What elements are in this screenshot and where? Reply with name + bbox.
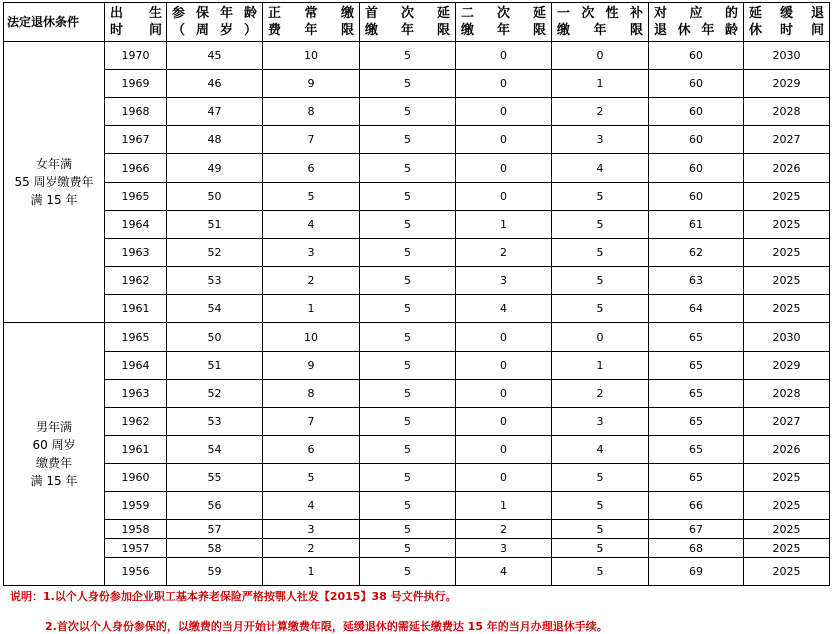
cell-normal: 8: [263, 380, 360, 408]
group-condition-line: 满 15 年: [30, 193, 78, 207]
cell-retire: 60: [649, 183, 744, 211]
cell-birth: 1959: [105, 492, 167, 520]
cell-lump: 4: [552, 436, 649, 464]
cell-retire: 65: [649, 323, 744, 352]
cell-birth: 1965: [105, 183, 167, 211]
cell-delay: 2030: [744, 42, 830, 70]
cell-birth: 1962: [105, 408, 167, 436]
cell-normal: 9: [263, 352, 360, 380]
cell-lump: 2: [552, 380, 649, 408]
cell-first: 5: [360, 323, 456, 352]
cell-first: 5: [360, 267, 456, 295]
cell-birth: 1962: [105, 267, 167, 295]
cell-normal: 9: [263, 70, 360, 98]
cell-retire: 66: [649, 492, 744, 520]
cell-delay: 2025: [744, 558, 830, 586]
cell-normal: 10: [263, 323, 360, 352]
cell-lump: 3: [552, 408, 649, 436]
cell-delay: 2028: [744, 380, 830, 408]
cell-age: 52: [167, 380, 263, 408]
cell-retire: 63: [649, 267, 744, 295]
cell-second: 0: [456, 98, 552, 126]
cell-lump: 5: [552, 520, 649, 539]
cell-age: 54: [167, 295, 263, 323]
cell-retire: 65: [649, 408, 744, 436]
cell-first: 5: [360, 492, 456, 520]
group-condition-label: [4, 42, 105, 323]
group-condition-line: 55 周岁缴费年: [14, 175, 94, 189]
cell-normal: 3: [263, 520, 360, 539]
cell-delay: 2025: [744, 492, 830, 520]
cell-birth: 1956: [105, 558, 167, 586]
cell-delay: 2026: [744, 154, 830, 183]
cell-normal: 5: [263, 183, 360, 211]
cell-second: 0: [456, 436, 552, 464]
cell-second: 0: [456, 408, 552, 436]
cell-first: 5: [360, 558, 456, 586]
cell-retire: 60: [649, 154, 744, 183]
group-condition-line: 缴费年: [35, 456, 72, 470]
cell-lump: 5: [552, 492, 649, 520]
cell-age: 50: [167, 183, 263, 211]
cell-retire: 65: [649, 436, 744, 464]
cell-birth: 1961: [105, 295, 167, 323]
table-row: [4, 211, 830, 239]
cell-birth: 1957: [105, 539, 167, 558]
cell-second: 0: [456, 464, 552, 492]
cell-birth: 1967: [105, 126, 167, 154]
cell-birth: 1963: [105, 239, 167, 267]
cell-age: 45: [167, 42, 263, 70]
group-condition-label: [4, 323, 105, 586]
header-lump-sum: 一次性补 缴 年 限: [552, 3, 649, 42]
cell-lump: 1: [552, 70, 649, 98]
cell-first: 5: [360, 436, 456, 464]
cell-age: 53: [167, 267, 263, 295]
cell-normal: 2: [263, 539, 360, 558]
note-line-2: 2.首次以个人身份参保的，以缴费的当月开始计算缴费年限，延缓退休的需延长缴费达 15 年的当月办理退休手续。: [45, 620, 608, 633]
cell-normal: 6: [263, 154, 360, 183]
cell-lump: 5: [552, 183, 649, 211]
cell-second: 1: [456, 211, 552, 239]
cell-retire: 60: [649, 126, 744, 154]
cell-normal: 6: [263, 436, 360, 464]
cell-age: 48: [167, 126, 263, 154]
cell-age: 51: [167, 211, 263, 239]
cell-retire: 62: [649, 239, 744, 267]
cell-normal: 10: [263, 42, 360, 70]
cell-normal: 1: [263, 558, 360, 586]
cell-age: 57: [167, 520, 263, 539]
cell-first: 5: [360, 464, 456, 492]
cell-first: 5: [360, 408, 456, 436]
table-row: [4, 380, 830, 408]
cell-age: 55: [167, 464, 263, 492]
cell-birth: 1968: [105, 98, 167, 126]
cell-normal: 4: [263, 211, 360, 239]
cell-lump: 1: [552, 352, 649, 380]
cell-retire: 60: [649, 98, 744, 126]
cell-normal: 2: [263, 267, 360, 295]
group-condition-line: 男年满: [35, 420, 72, 434]
table-row: [4, 295, 830, 323]
cell-birth: 1958: [105, 520, 167, 539]
cell-birth: 1969: [105, 70, 167, 98]
cell-delay: 2027: [744, 408, 830, 436]
cell-first: 5: [360, 380, 456, 408]
cell-second: 0: [456, 126, 552, 154]
cell-birth: 1963: [105, 380, 167, 408]
table-row: [4, 154, 830, 183]
cell-age: 49: [167, 154, 263, 183]
cell-lump: 0: [552, 323, 649, 352]
cell-delay: 2030: [744, 323, 830, 352]
cell-retire: 60: [649, 70, 744, 98]
table-row: [4, 352, 830, 380]
cell-lump: 5: [552, 211, 649, 239]
cell-delay: 2027: [744, 126, 830, 154]
cell-second: 0: [456, 183, 552, 211]
cell-normal: 3: [263, 239, 360, 267]
cell-normal: 7: [263, 126, 360, 154]
table-row: [4, 492, 830, 520]
header-second-extension: 二 次 延 缴 年 限: [456, 3, 552, 42]
cell-lump: 5: [552, 539, 649, 558]
table-row: [4, 323, 830, 352]
cell-second: 0: [456, 323, 552, 352]
header-normal-years: 正 常 缴 费 年 限: [263, 3, 360, 42]
cell-first: 5: [360, 98, 456, 126]
cell-normal: 1: [263, 295, 360, 323]
header-row: [4, 3, 830, 42]
cell-normal: 7: [263, 408, 360, 436]
cell-age: 50: [167, 323, 263, 352]
cell-lump: 3: [552, 126, 649, 154]
header-retire-age: 对 应 的 退休年龄: [649, 3, 744, 42]
cell-retire: 65: [649, 380, 744, 408]
cell-birth: 1964: [105, 211, 167, 239]
cell-age: 46: [167, 70, 263, 98]
table-row: [4, 539, 830, 558]
cell-first: 5: [360, 154, 456, 183]
cell-delay: 2029: [744, 352, 830, 380]
cell-age: 52: [167, 239, 263, 267]
cell-delay: 2025: [744, 295, 830, 323]
group-condition-line: 60 周岁: [32, 438, 76, 452]
cell-first: 5: [360, 183, 456, 211]
cell-first: 5: [360, 70, 456, 98]
cell-delay: 2025: [744, 464, 830, 492]
cell-first: 5: [360, 520, 456, 539]
cell-first: 5: [360, 126, 456, 154]
cell-second: 0: [456, 154, 552, 183]
cell-age: 58: [167, 539, 263, 558]
cell-first: 5: [360, 42, 456, 70]
cell-second: 2: [456, 239, 552, 267]
cell-lump: 0: [552, 42, 649, 70]
cell-second: 1: [456, 492, 552, 520]
cell-age: 47: [167, 98, 263, 126]
table-row: [4, 70, 830, 98]
cell-retire: 61: [649, 211, 744, 239]
cell-age: 51: [167, 352, 263, 380]
retirement-table: [3, 2, 830, 586]
cell-delay: 2025: [744, 520, 830, 539]
cell-birth: 1964: [105, 352, 167, 380]
cell-delay: 2028: [744, 98, 830, 126]
cell-first: 5: [360, 539, 456, 558]
group-condition-line: 女年满: [35, 157, 72, 171]
table-row: [4, 98, 830, 126]
cell-delay: 2026: [744, 436, 830, 464]
cell-first: 5: [360, 239, 456, 267]
cell-lump: 4: [552, 154, 649, 183]
cell-age: 54: [167, 436, 263, 464]
cell-normal: 8: [263, 98, 360, 126]
cell-normal: 4: [263, 492, 360, 520]
table-row: [4, 520, 830, 539]
cell-second: 0: [456, 380, 552, 408]
cell-lump: 5: [552, 464, 649, 492]
cell-retire: 68: [649, 539, 744, 558]
header-years-insured: 参保年龄 （周岁）: [167, 3, 263, 42]
cell-second: 0: [456, 352, 552, 380]
cell-retire: 65: [649, 464, 744, 492]
cell-retire: 67: [649, 520, 744, 539]
table-row: [4, 408, 830, 436]
header-delay-years: 延 缓 退 休 时 间: [744, 3, 830, 42]
cell-birth: 1970: [105, 42, 167, 70]
cell-lump: 5: [552, 295, 649, 323]
table-row: [4, 183, 830, 211]
table-row: [4, 239, 830, 267]
cell-first: 5: [360, 295, 456, 323]
group-condition-line: 满 15 年: [30, 474, 78, 488]
cell-retire: 69: [649, 558, 744, 586]
cell-lump: 2: [552, 98, 649, 126]
cell-second: 3: [456, 267, 552, 295]
cell-birth: 1965: [105, 323, 167, 352]
cell-lump: 5: [552, 239, 649, 267]
note-line-1: 说明：1.以个人身份参加企业职工基本养老保险严格按鄂人社发【2015】38 号文件执行。: [10, 590, 457, 603]
cell-age: 53: [167, 408, 263, 436]
cell-second: 4: [456, 558, 552, 586]
cell-birth: 1961: [105, 436, 167, 464]
header-condition: 法定退休条件: [4, 3, 105, 42]
cell-age: 59: [167, 558, 263, 586]
cell-delay: 2025: [744, 267, 830, 295]
cell-delay: 2025: [744, 211, 830, 239]
cell-second: 4: [456, 295, 552, 323]
table-row: [4, 42, 830, 70]
cell-retire: 60: [649, 42, 744, 70]
cell-first: 5: [360, 211, 456, 239]
cell-normal: 5: [263, 464, 360, 492]
cell-birth: 1960: [105, 464, 167, 492]
cell-second: 2: [456, 520, 552, 539]
table-row: [4, 464, 830, 492]
cell-retire: 65: [649, 352, 744, 380]
header-birth: 出 生 时 间: [105, 3, 167, 42]
cell-second: 0: [456, 42, 552, 70]
cell-delay: 2025: [744, 239, 830, 267]
header-first-extension: 首 次 延 缴 年 限: [360, 3, 456, 42]
cell-second: 3: [456, 539, 552, 558]
table-row: [4, 126, 830, 154]
cell-delay: 2025: [744, 183, 830, 211]
cell-lump: 5: [552, 558, 649, 586]
table-body: [4, 42, 830, 586]
cell-age: 56: [167, 492, 263, 520]
cell-first: 5: [360, 352, 456, 380]
table-row: [4, 558, 830, 586]
cell-lump: 5: [552, 267, 649, 295]
table-row: [4, 436, 830, 464]
cell-second: 0: [456, 70, 552, 98]
cell-delay: 2029: [744, 70, 830, 98]
table-row: [4, 267, 830, 295]
cell-retire: 64: [649, 295, 744, 323]
retirement-table-container: [3, 2, 830, 586]
cell-delay: 2025: [744, 539, 830, 558]
cell-birth: 1966: [105, 154, 167, 183]
